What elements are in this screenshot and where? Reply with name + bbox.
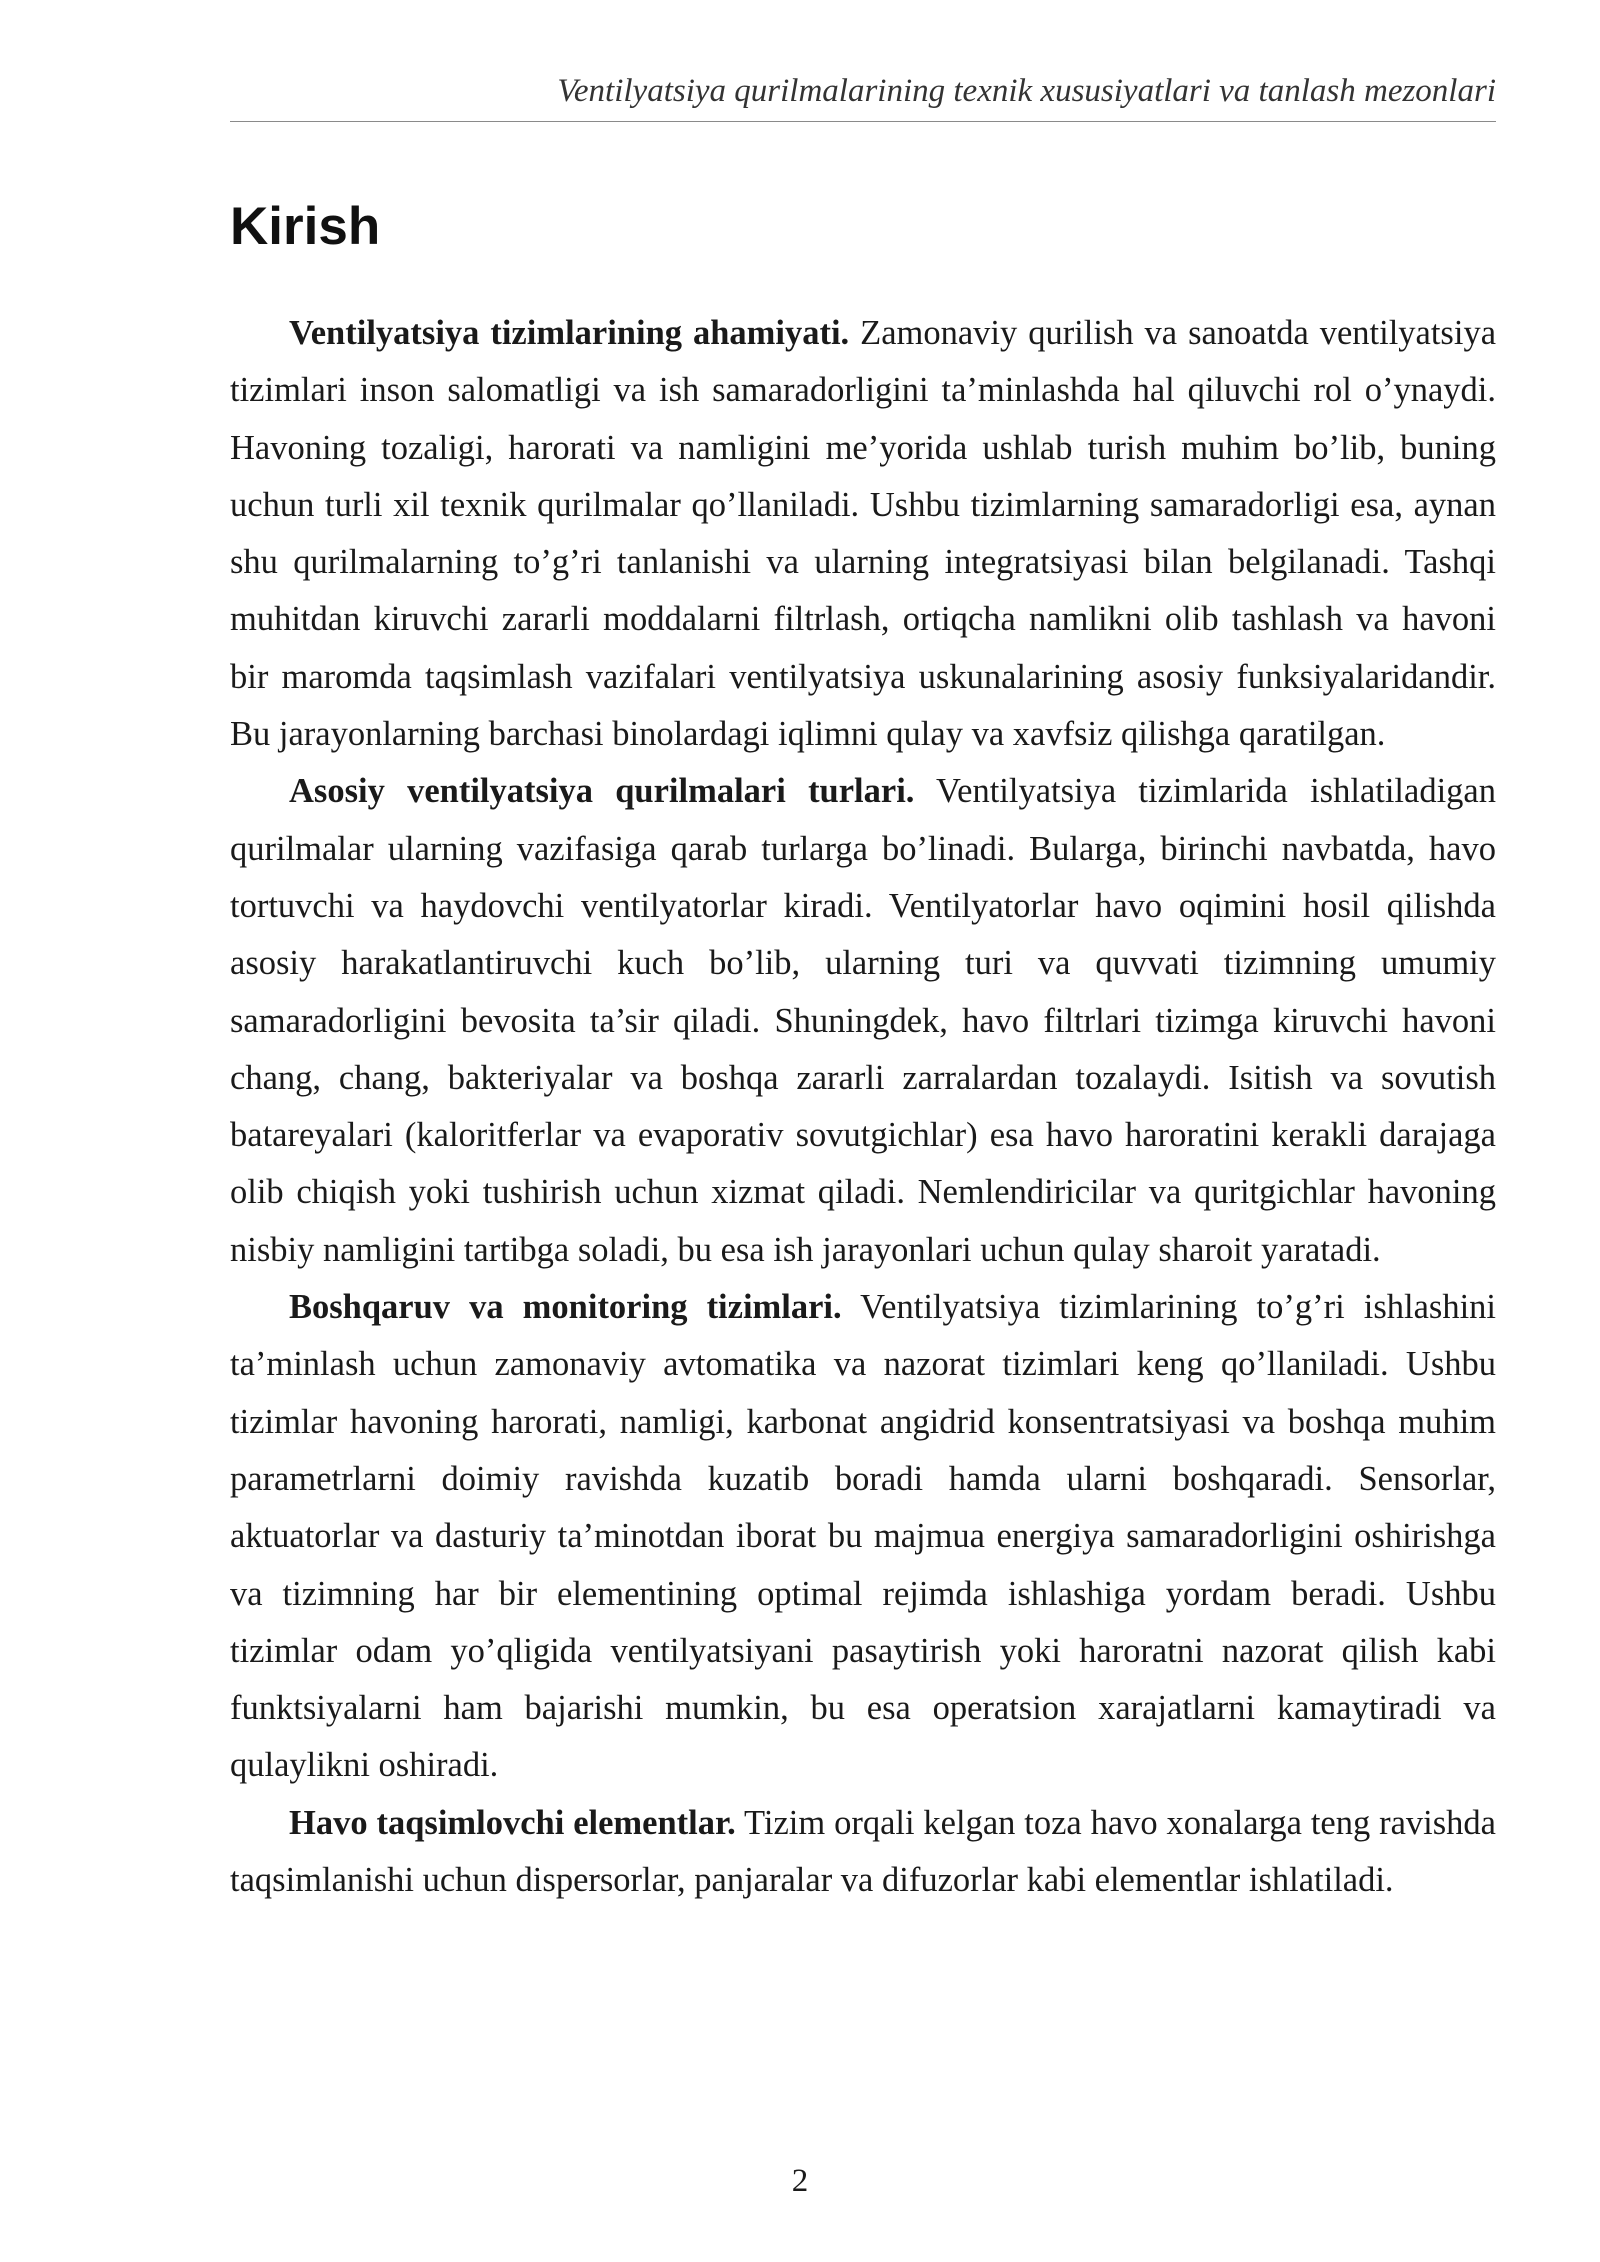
paragraph-lead: Asosiy ventilyatsiya qurilmalari turlari. [289, 772, 915, 811]
paragraph-text: Ventilyatsiya tizimlarining to’g’ri ishlashini ta’minlash uchun zamonaviy avtomatika va nazorat tizimlari keng qo’llaniladi. Ushbu tizimlar havoning harorati, namligi, karbonat angidrid konsentratsiyasi va boshqa muhim parametrlarni doimiy ravishda kuzatib boradi hamda ularni boshqaradi. Sensorlar, aktuatorlar va dasturiy ta’minotdan iborat bu majmua energiya samaradorligini oshirishga va tizimning har bir elementining optimal rejimda ishlashiga yordam beradi. Ushbu tizimlar odam yo’qligida ventilyatsiyani pasaytirish yoki haroratni nazorat qilish kabi funktsiyalarni ham bajarishi mumkin, bu esa operatsion xarajatlarni kamaytiradi va qulaylikni oshiradi. [230, 1288, 1496, 1785]
paragraph-device-types [230, 763, 1496, 1279]
paragraph-control-monitoring [230, 1279, 1496, 1795]
body-text [230, 305, 1496, 1909]
paragraph-text: Tizim orqali kelgan toza havo xonalarga teng ravishda taqsimlanishi uchun dispersorlar, panjaralar va difuzorlar kabi elementlar ishlatiladi. [230, 1803, 1496, 1900]
paragraph-importance [230, 305, 1496, 763]
running-header: Ventilyatsiya qurilmalarining texnik xususiyatlari va tanlash mezonlari [557, 73, 1496, 109]
paragraph-lead: Havo taqsimlovchi elementlar. [289, 1803, 736, 1842]
paragraph-lead: Boshqaruv va monitoring tizimlari. [289, 1288, 842, 1327]
paragraph-text: Ventilyatsiya tizimlarida ishlatiladigan qurilmalar ularning vazifasiga qarab turlarga bo’linadi. Bularga, birinchi navbatda, havo tortuvchi va haydovchi ventilyatorlar kiradi. Ventilyatorlar havo oqimini hosil qilishda asosiy harakatlantiruvchi kuch bo’lib, ularning turi va quvvati tizimning umumiy samaradorligini bevosita ta’sir qiladi. Shuningdek, havo filtrlari tizimga kiruvchi havoni chang, chang, bakteriyalar va boshqa zararli zarralardan tozalaydi. Isitish va sovutish batareyalari (kaloritferlar va evaporativ sovutgichlar) esa havo haroratini kerakli darajaga olib chiqish yoki tushirish uchun xizmat qiladi. Nemlendiricilar va quritgichlar havoning nisbiy namligini tartibga soladi, bu esa ish jarayonlari uchun qulay sharoit yaratadi. [230, 772, 1496, 1269]
page-number: 2 [791, 2163, 809, 2199]
paragraph-lead: Ventilyatsiya tizimlarining ahamiyati. [289, 314, 850, 352]
section-title: Kirish [230, 197, 381, 256]
header-divider [230, 121, 1496, 122]
paragraph-text: Zamonaviy qurilish va sanoatda ventilyatsiya tizimlari inson salomatligi va ish samaradorligini ta’minlashda hal qiluvchi rol o’ynaydi. Havoning tozaligi, harorati va namligini me’yorida ushlab turish muhim bo’lib, buning uchun turli xil texnik qurilmalar qo’llaniladi. Ushbu tizimlarning samaradorligi esa, aynan shu qurilmalarning to’g’ri tanlanishi va ularning integratsiyasi bilan belgilanadi. Tashqi muhitdan kiruvchi zararli moddalarni filtrlash, ortiqcha namlikni olib tashlash va havoni bir maromda taqsimlash vazifalari ventilyatsiya uskunalarining asosiy funksiyalaridandir. Bu jarayonlarning barchasi binolardagi iqlimni qulay va xavfsiz qilishga qaratilgan. [230, 314, 1497, 754]
paragraph-air-distribution [230, 1795, 1496, 1910]
